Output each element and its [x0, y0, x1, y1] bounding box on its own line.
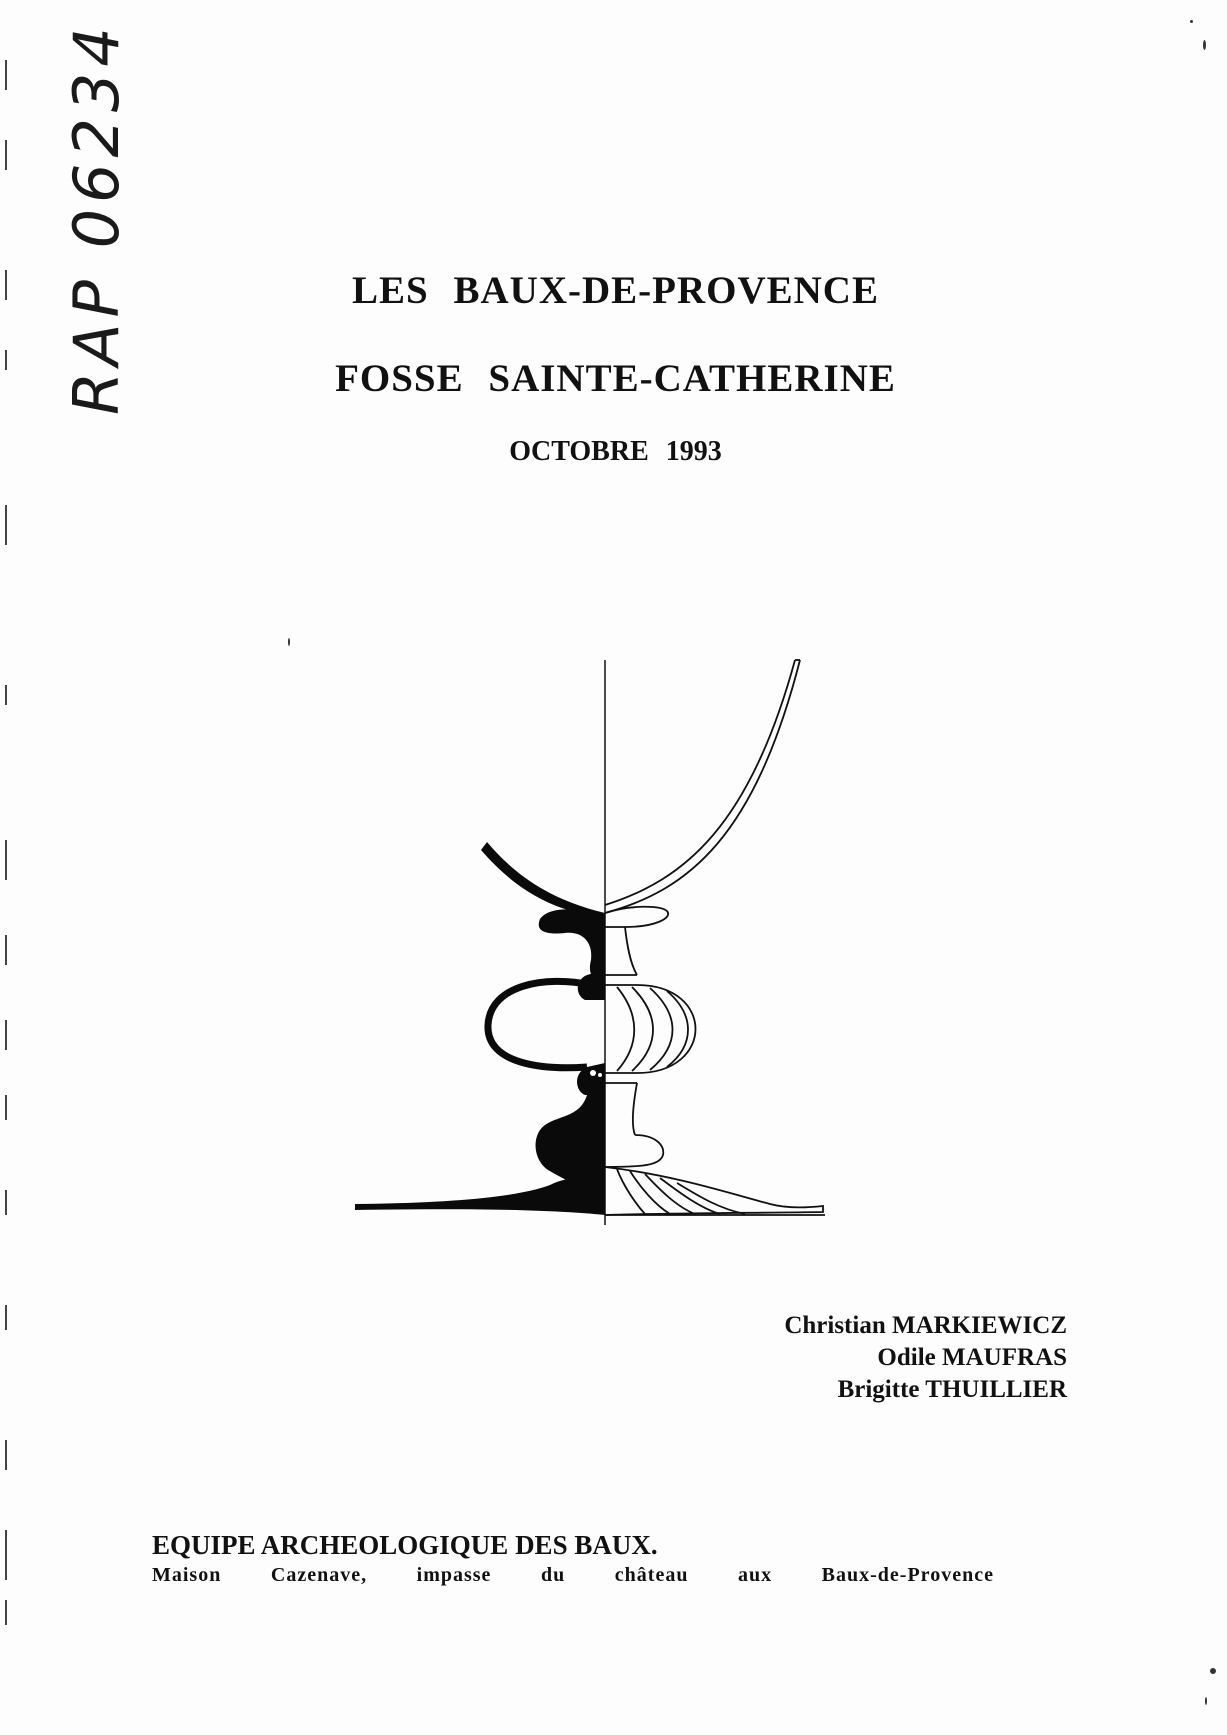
address-word: Maison — [152, 1564, 222, 1586]
address-word: impasse — [416, 1564, 492, 1586]
author-name: Brigitte THUILLIER — [837, 1376, 1067, 1403]
scan-speck — [1203, 40, 1206, 50]
address-word: aux — [738, 1564, 773, 1586]
scan-margin-marks — [0, 0, 20, 1735]
address-word: Cazenave, — [270, 1564, 368, 1586]
organization-name: EQUIPE ARCHEOLOGIQUE DES BAUX. — [152, 1530, 658, 1560]
organization-address — [152, 1564, 994, 1587]
document-date: OCTOBRE 1993 — [509, 436, 722, 467]
address-word: château — [614, 1564, 689, 1586]
address-word: du — [540, 1564, 566, 1586]
title-line-1: LES BAUX-DE-PROVENCE — [352, 269, 879, 312]
author-name: Christian MARKIEWICZ — [784, 1312, 1067, 1339]
scan-speck — [1210, 1668, 1216, 1674]
scan-speck — [1190, 20, 1193, 23]
scan-speck — [1205, 1697, 1207, 1705]
glass-goblet-icon — [355, 655, 855, 1235]
handwritten-archive-code: RAP 06234 — [60, 21, 133, 415]
author-name: Odile MAUFRAS — [877, 1344, 1067, 1371]
title-line-2: FOSSE SAINTE-CATHERINE — [335, 357, 896, 400]
scan-speck — [288, 638, 290, 646]
authors-list — [784, 1310, 1067, 1406]
address-word: Baux-de-Provence — [821, 1564, 994, 1586]
